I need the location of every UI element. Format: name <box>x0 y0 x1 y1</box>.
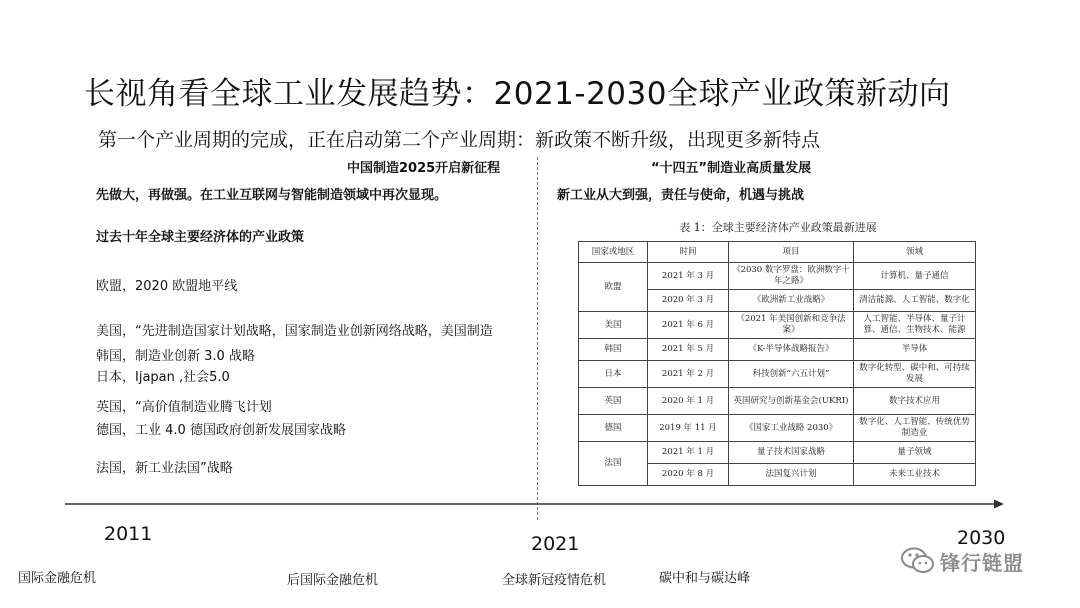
policy-item-france: 法国，新工业法国”战略 <box>96 461 233 476</box>
cell-project: 《2021 年美国创新和竞争法案》 <box>729 312 854 339</box>
year-2021: 2021 <box>531 533 580 555</box>
page-title: 长视角看全球工业发展趋势：2021-2030全球产业政策新动向 <box>84 76 951 112</box>
cell-region: 德国 <box>579 415 648 442</box>
cell-field: 量子领域 <box>854 442 976 464</box>
year-2011: 2011 <box>104 523 153 545</box>
cell-project: 《2030 数字罗盘：欧洲数字十年之路》 <box>729 263 854 290</box>
cell-time: 2020 年 1 月 <box>648 388 729 415</box>
policy-item-germany: 德国，工业 4.0 德国政府创新发展国家战略 <box>96 423 346 438</box>
cell-project: 量子技术国家战略 <box>729 442 854 464</box>
cell-project: 英国研究与创新基金会(UKRI) <box>729 388 854 415</box>
cell-time: 2021 年 3 月 <box>648 263 729 290</box>
header-project: 项目 <box>729 242 854 263</box>
wechat-icon <box>900 546 936 576</box>
left-tagline: 先做大，再做强。在工业互联网与智能制造领域中再次显现。 <box>96 188 448 203</box>
header-region: 国家或地区 <box>579 242 648 263</box>
year-2030: 2030 <box>957 527 1006 549</box>
cell-project: 科技创新“六五计划” <box>729 361 854 388</box>
table-row <box>579 388 976 415</box>
cell-field: 人工智能、半导体、量子计算、通信、生物技术、能源 <box>854 312 976 339</box>
header-field: 领域 <box>854 242 976 263</box>
cell-time: 2021 年 6 月 <box>648 312 729 339</box>
cell-field: 半导体 <box>854 339 976 361</box>
cell-region: 英国 <box>579 388 648 415</box>
event-financial-crisis: 国际金融危机 <box>18 571 97 586</box>
table-caption: 表 1：全球主要经济体产业政策最新进展 <box>679 221 877 234</box>
policy-item-japan: 日本，Ijapan ,社会5.0 <box>96 370 230 385</box>
cell-field: 数字化、人工智能、传统优势制造业 <box>854 415 976 442</box>
table-row <box>579 415 976 442</box>
table-row <box>579 442 976 464</box>
cell-time: 2021 年 5 月 <box>648 339 729 361</box>
table-header-row <box>579 242 976 263</box>
cell-time: 2020 年 8 月 <box>648 464 729 486</box>
left-section-title: 过去十年全球主要经济体的产业政策 <box>96 230 305 245</box>
cell-project: 《欧洲新工业战略》 <box>729 290 854 312</box>
event-covid-crisis: 全球新冠疫情危机 <box>502 573 607 588</box>
timeline-axis <box>0 494 1080 514</box>
cell-field: 数字技术应用 <box>854 388 976 415</box>
event-post-financial-crisis: 后国际金融危机 <box>287 573 379 588</box>
cell-time: 2019 年 11 月 <box>648 415 729 442</box>
cell-field: 未来工业技术 <box>854 464 976 486</box>
cell-project: 法国复兴计划 <box>729 464 854 486</box>
event-carbon-neutrality: 碳中和与碳达峰 <box>659 571 751 586</box>
cell-region: 美国 <box>579 312 648 339</box>
timeline-arrow-icon <box>994 500 1004 509</box>
header-time: 时间 <box>648 242 729 263</box>
cell-region: 日本 <box>579 361 648 388</box>
column-divider <box>537 157 538 520</box>
cell-time: 2021 年 2 月 <box>648 361 729 388</box>
policy-item-korea: 韩国，制造业创新 3.0 战略 <box>96 349 255 364</box>
cell-field: 数字化转型、碳中和、可持续发展 <box>854 361 976 388</box>
policy-table <box>578 241 976 486</box>
right-heading: “十四五”制造业高质量发展 <box>651 161 812 176</box>
table-row <box>579 263 976 290</box>
policy-item-eu: 欧盟，2020 欧盟地平线 <box>96 279 238 294</box>
cell-time: 2021 年 1 月 <box>648 442 729 464</box>
cell-field: 清洁能源、人工智能、数字化 <box>854 290 976 312</box>
watermark-text: 锋行链盟 <box>940 551 1024 575</box>
cell-field: 计算机、量子通信 <box>854 263 976 290</box>
policy-item-us: 美国，“先进制造国家计划战略，国家制造业创新网络战略，美国制造 <box>96 324 493 339</box>
cell-time: 2020 年 3 月 <box>648 290 729 312</box>
page-subtitle: 第一个产业周期的完成，正在启动第二个产业周期：新政策不断升级，出现更多新特点 <box>98 129 821 151</box>
right-tagline: 新工业从大到强，责任与使命，机遇与挑战 <box>557 188 805 203</box>
table-row <box>579 339 976 361</box>
cell-project: 《K-半导体战略报告》 <box>729 339 854 361</box>
left-heading: 中国制造2025开启新征程 <box>347 161 501 176</box>
table-row <box>579 312 976 339</box>
table-row <box>579 361 976 388</box>
cell-region: 欧盟 <box>579 263 648 312</box>
cell-project: 《国家工业战略 2030》 <box>729 415 854 442</box>
policy-item-uk: 英国，“高价值制造业腾飞计划 <box>96 400 272 415</box>
cell-region: 法国 <box>579 442 648 486</box>
cell-region: 韩国 <box>579 339 648 361</box>
